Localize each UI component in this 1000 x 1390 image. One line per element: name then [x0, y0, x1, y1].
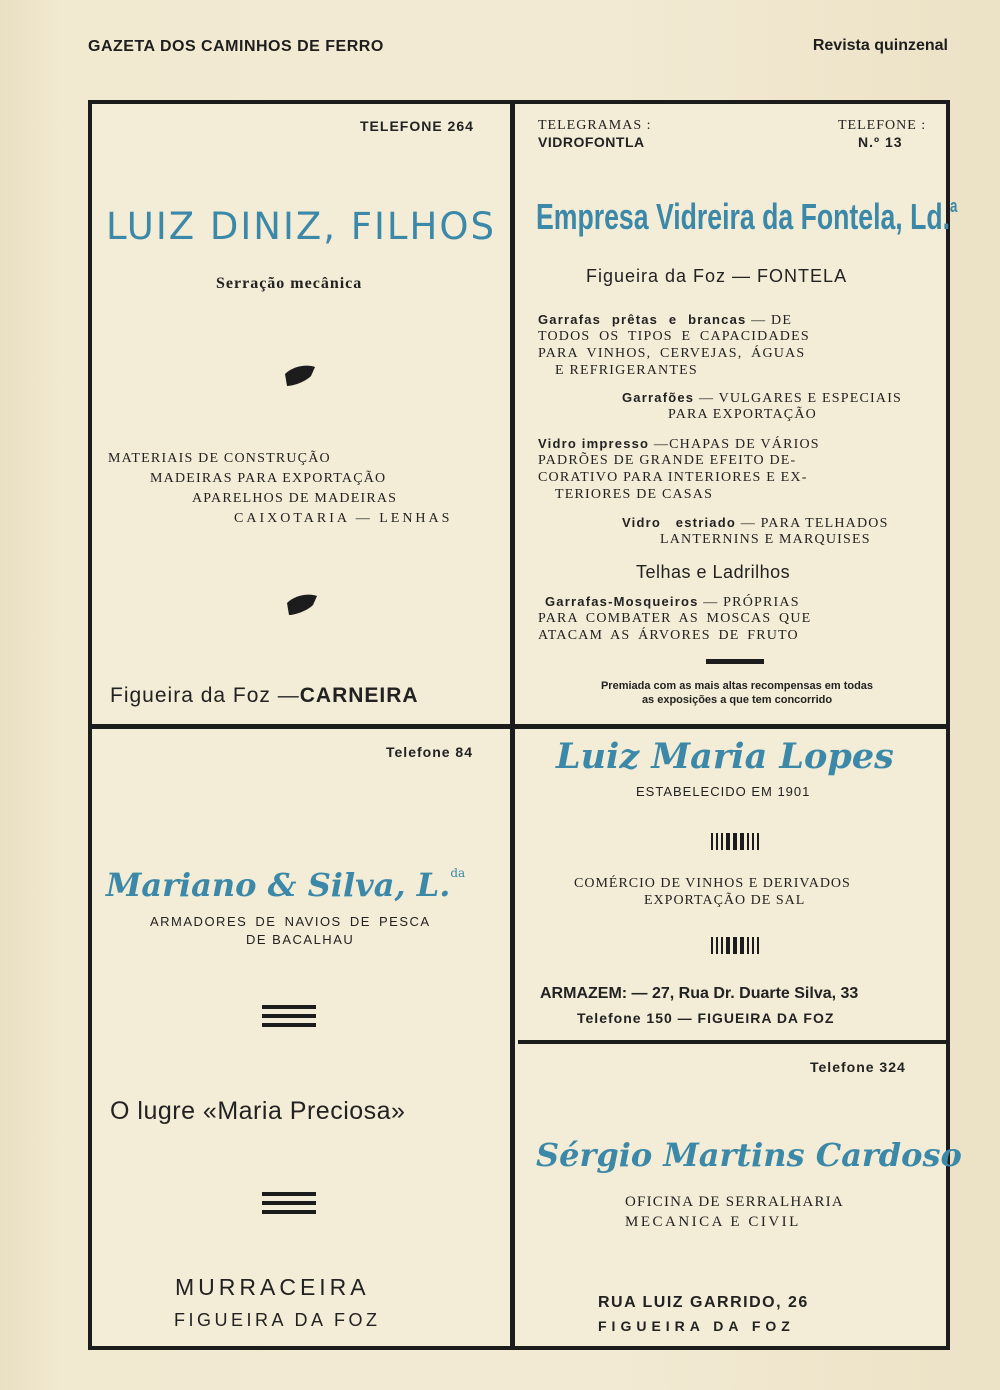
lopes-company-name: Luiz Maria Lopes	[556, 736, 894, 777]
fontela-telefone-value: N.º 13	[858, 134, 903, 150]
diniz-line-2: MADEIRAS PARA EXPORTAÇÃO	[150, 471, 387, 486]
row-divider-right-lower	[518, 1040, 946, 1044]
mariano-telefone: Telefone 84	[386, 744, 473, 760]
mariano-city: FIGUEIRA DA FOZ	[174, 1310, 381, 1330]
diniz-line-4: CAIXOTARIA — LENHAS	[234, 511, 453, 526]
fontela-telhas: Telhas e Ladrilhos	[636, 562, 791, 582]
fontela-telegramas-value: VIDROFONTLA	[538, 134, 645, 150]
cardoso-company-name: Sérgio Martins Cardoso	[536, 1136, 962, 1174]
fontela-vidro-impresso: Vidro impresso —CHAPAS DE VÁRIOS	[538, 436, 820, 452]
mariano-rule	[262, 1192, 316, 1196]
diniz-subtitle: Serração mecânica	[216, 275, 363, 292]
mariano-place: MURRACEIRA	[175, 1274, 370, 1300]
mariano-rule	[262, 1005, 316, 1009]
cardoso-line-2: MECANICA E CIVIL	[625, 1214, 801, 1230]
fontela-divider-bar	[706, 659, 764, 664]
fontela-mosqueiros-line: PARA COMBATER AS MOSCAS QUE	[538, 611, 812, 626]
fontela-vidro-line: TERIORES DE CASAS	[555, 487, 714, 502]
diniz-footer-city: Figueira da Foz	[110, 684, 271, 707]
fontela-garrafoes-line: PARA EXPORTAÇÃO	[668, 407, 817, 422]
mariano-rule	[262, 1023, 316, 1027]
diniz-line-3: APARELHOS DE MADEIRAS	[192, 491, 398, 506]
fontela-telefone-label: TELEFONE :	[838, 118, 927, 133]
cardoso-telefone: Telefone 324	[810, 1059, 906, 1075]
diniz-telefone: TELEFONE 264	[360, 118, 474, 134]
lopes-address: ARMAZEM: — 27, Rua Dr. Duarte Silva, 33	[540, 985, 859, 1002]
fontela-award-line-2: as exposições a que tem concorrido	[641, 694, 833, 706]
fontela-mosqueiros-line: ATACAM AS ÁRVORES DE FRUTO	[538, 628, 799, 643]
fontela-vidro-estriado: Vidro estriado — PARA TELHADOS	[622, 515, 889, 531]
fontela-mosqueiros: Garrafas-Mosqueiros — PRÓPRIAS	[545, 594, 800, 610]
row-divider-right	[512, 724, 950, 729]
mariano-ship-name: O lugre «Maria Preciosa»	[110, 1097, 406, 1125]
diniz-footer: Figueira da Foz —CARNEIRA	[110, 684, 419, 707]
cardoso-city: FIGUEIRA DA FOZ	[598, 1318, 795, 1334]
fontela-telegramas-label: TELEGRAMAS :	[538, 118, 652, 133]
lopes-telefone: Telefone 150 — FIGUEIRA DA FOZ	[577, 1010, 835, 1026]
fontela-garrafas-line: E REFRIGERANTES	[555, 363, 698, 378]
fontela-garrafas-line: PARA VINHOS, CERVEJAS, ÁGUAS	[538, 346, 806, 361]
fontela-vidro-line: PADRÕES DE GRANDE EFEITO DE-	[538, 453, 797, 468]
cardoso-address: RUA LUIZ GARRIDO, 26	[598, 1294, 809, 1311]
mariano-subtitle-2: DE BACALHAU	[246, 932, 355, 947]
fontela-award-line-1: Premiada com as mais altas recompensas em todas	[600, 680, 874, 692]
publication-frequency: Revista quinzenal	[812, 37, 948, 54]
leaf-ornament-icon	[283, 364, 317, 388]
diniz-line-1: MATERIAIS DE CONSTRUÇÃO	[108, 451, 331, 466]
lopes-barcode-ornament	[711, 937, 759, 954]
mariano-rule	[262, 1210, 316, 1214]
mariano-company-name: Mariano & Silva, L.$^{da}$	[106, 866, 466, 904]
row-divider-left	[88, 724, 512, 729]
mariano-rule	[262, 1014, 316, 1018]
publication-title: GAZETA DOS CAMINHOS DE FERRO	[88, 38, 384, 55]
fontela-garrafas: Garrafas prêtas e brancas — DE	[538, 312, 793, 328]
lopes-barcode-ornament	[711, 833, 759, 850]
lopes-established: ESTABELECIDO EM 1901	[636, 784, 811, 799]
leaf-ornament-icon	[285, 593, 319, 617]
lopes-line-2: EXPORTAÇÃO DE SAL	[644, 893, 806, 908]
fontela-garrafas-line: TODOS OS TIPOS E CAPACIDADES	[538, 329, 810, 344]
fontela-vidro-line: CORATIVO PARA INTERIORES E EX-	[538, 470, 808, 485]
fontela-company-name: Empresa Vidreira da Fontela, Ld.$^a$	[536, 196, 958, 237]
fontela-location: Figueira da Foz — FONTELA	[586, 266, 848, 286]
cardoso-line-1: OFICINA DE SERRALHARIA	[625, 1194, 844, 1210]
fontela-garrafoes: Garrafões — VULGARES E ESPECIAIS	[622, 390, 903, 406]
fontela-estriado-line: LANTERNINS E MARQUISES	[660, 532, 871, 547]
mariano-subtitle-1: ARMADORES DE NAVIOS DE PESCA	[150, 914, 431, 929]
mariano-rule	[262, 1201, 316, 1205]
lopes-line-1: COMÉRCIO DE VINHOS E DERIVADOS	[574, 876, 851, 891]
diniz-footer-place: CARNEIRA	[299, 684, 419, 707]
diniz-company-name: LUIZ DINIZ, FILHOS	[106, 205, 496, 248]
